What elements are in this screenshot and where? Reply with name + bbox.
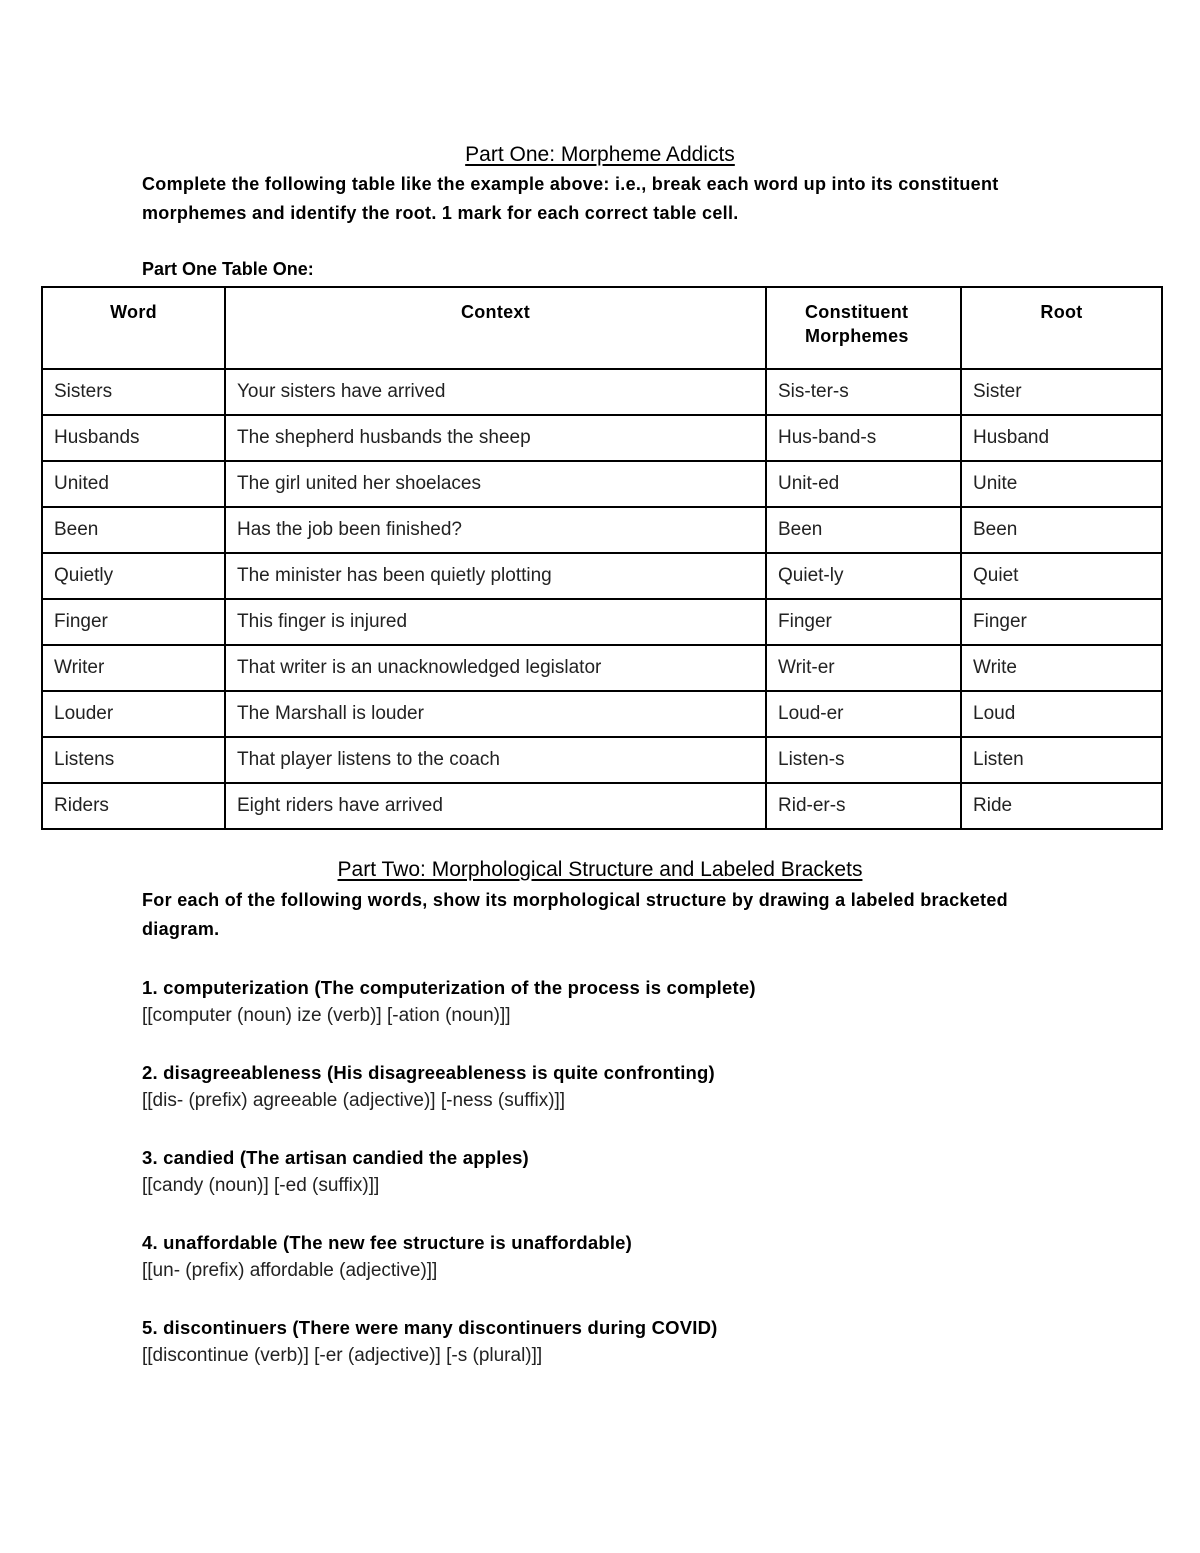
table-row — [42, 645, 1162, 691]
cell-word: Writer — [42, 645, 225, 691]
table-row — [42, 369, 1162, 415]
list-item — [142, 1314, 1092, 1370]
cell-root: Husband — [961, 415, 1162, 461]
bracketed-answer: [[dis- (prefix) agreeable (adjective)] [-ness (suffix)]] — [142, 1090, 566, 1111]
question-text: 1. computerization (The computerization of the process is complete) — [142, 977, 756, 998]
list-item — [142, 974, 1092, 1030]
table-row — [42, 553, 1162, 599]
cell-context: The shepherd husbands the sheep — [225, 415, 766, 461]
table-row — [42, 461, 1162, 507]
question-text: 2. disagreeableness (His disagreeableness is quite confronting) — [142, 1062, 715, 1083]
header-context: Context — [225, 287, 766, 369]
cell-morphemes: Writ-er — [766, 645, 961, 691]
header-word: Word — [42, 287, 225, 369]
cell-context: That writer is an unacknowledged legislator — [225, 645, 766, 691]
cell-morphemes: Listen-s — [766, 737, 961, 783]
cell-word: Been — [42, 507, 225, 553]
cell-root: Write — [961, 645, 1162, 691]
cell-context: Eight riders have arrived — [225, 783, 766, 829]
cell-morphemes: Hus-band-s — [766, 415, 961, 461]
cell-context: Your sisters have arrived — [225, 369, 766, 415]
table-row — [42, 507, 1162, 553]
cell-root: Been — [961, 507, 1162, 553]
bracketed-answer: [[candy (noun)] [-ed (suffix)]] — [142, 1175, 380, 1196]
cell-context: The minister has been quietly plotting — [225, 553, 766, 599]
cell-word: Finger — [42, 599, 225, 645]
question-text: 5. discontinuers (There were many discontinuers during COVID) — [142, 1317, 718, 1338]
bracketed-answer: [[discontinue (verb)] [-er (adjective)] [-s (plural)]] — [142, 1345, 543, 1366]
table-row — [42, 737, 1162, 783]
header-constituent-morphemes: Constituent Morphemes — [766, 287, 961, 369]
cell-context: The girl united her shoelaces — [225, 461, 766, 507]
list-item — [142, 1229, 1092, 1285]
cell-word: Quietly — [42, 553, 225, 599]
cell-word: United — [42, 461, 225, 507]
cell-root: Listen — [961, 737, 1162, 783]
cell-root: Ride — [961, 783, 1162, 829]
cell-morphemes: Unit-ed — [766, 461, 961, 507]
table-row — [42, 415, 1162, 461]
cell-word: Listens — [42, 737, 225, 783]
cell-word: Sisters — [42, 369, 225, 415]
table-row — [42, 691, 1162, 737]
table-row — [42, 599, 1162, 645]
cell-context: That player listens to the coach — [225, 737, 766, 783]
cell-root: Sister — [961, 369, 1162, 415]
table-caption: Part One Table One: — [142, 259, 314, 279]
cell-root: Loud — [961, 691, 1162, 737]
part-one-instructions: Complete the following table like the example above: i.e., break each word up into its constituent morphemes and identify the root. 1 mark for each correct table cell. — [142, 174, 999, 223]
header-root: Root — [961, 287, 1162, 369]
bracketed-answer: [[un- (prefix) affordable (adjective)]] — [142, 1260, 438, 1281]
cell-word: Louder — [42, 691, 225, 737]
cell-context: Has the job been finished? — [225, 507, 766, 553]
question-text: 4. unaffordable (The new fee structure is unaffordable) — [142, 1232, 633, 1253]
cell-context: The Marshall is louder — [225, 691, 766, 737]
part-one-title: Part One: Morpheme Addicts — [465, 143, 735, 166]
cell-morphemes: Loud-er — [766, 691, 961, 737]
cell-root: Quiet — [961, 553, 1162, 599]
list-item — [142, 1059, 1092, 1115]
cell-word: Riders — [42, 783, 225, 829]
part-two-title: Part Two: Morphological Structure and Labeled Brackets — [337, 858, 863, 881]
cell-morphemes: Been — [766, 507, 961, 553]
cell-root: Unite — [961, 461, 1162, 507]
table-header-row — [42, 287, 1162, 369]
bracketed-answer: [[computer (noun) ize (verb)] [-ation (noun)]] — [142, 1005, 511, 1026]
list-item — [142, 1144, 1092, 1200]
cell-context: This finger is injured — [225, 599, 766, 645]
cell-word: Husbands — [42, 415, 225, 461]
cell-root: Finger — [961, 599, 1162, 645]
morpheme-table — [41, 286, 1163, 830]
cell-morphemes: Quiet-ly — [766, 553, 961, 599]
question-text: 3. candied (The artisan candied the apples) — [142, 1147, 529, 1168]
table-row — [42, 783, 1162, 829]
cell-morphemes: Sis-ter-s — [766, 369, 961, 415]
cell-morphemes: Rid-er-s — [766, 783, 961, 829]
exercise-list — [142, 974, 1092, 1399]
cell-morphemes: Finger — [766, 599, 961, 645]
part-two-instructions: For each of the following words, show its morphological structure by drawing a labeled bracketed diagram. — [142, 890, 1008, 939]
